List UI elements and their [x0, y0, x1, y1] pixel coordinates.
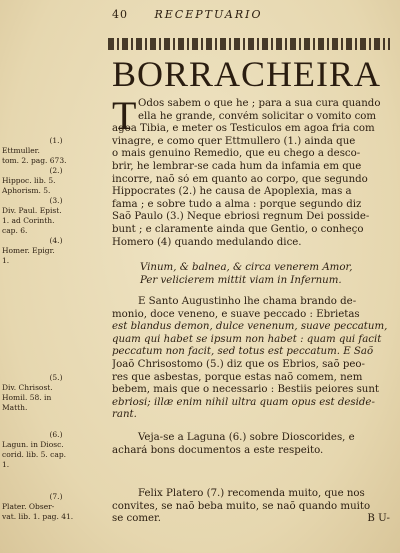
text-line: peccatum non facit, sed totus est peccatum. E Saõ: [112, 346, 374, 358]
latin-quote: [140, 262, 390, 287]
note-line: tom. 2. pag. 673.: [2, 156, 67, 165]
note-line: (3.): [49, 196, 63, 205]
page-number: 40: [112, 8, 128, 21]
text-line: bebem, mais que o necessario : Bestiis peiores sunt: [112, 384, 380, 396]
note-line: (1.): [49, 136, 63, 145]
note-line: Div. Chrisost.: [2, 383, 53, 392]
text-line: monio, doce veneno, e suave peccado : Ebrietas: [112, 308, 360, 320]
text-line: quam qui habet se ipsum non habet : quam qui facit: [112, 333, 382, 345]
note-line: Lagun. in Diosc.: [2, 440, 64, 449]
text-line: ella he grande, convém solicitar o vomito com: [138, 110, 377, 122]
quote-line: Per velicierem mittit viam in Infernum.: [140, 274, 342, 286]
note-line: (6.): [49, 430, 63, 439]
note-line: Aphorism. 5.: [2, 186, 51, 195]
marginal-notes-4: [2, 492, 110, 522]
note-line: (5.): [49, 373, 63, 382]
text-line: agoa Tibia, e meter os Testiculos em agoa fria com: [112, 123, 375, 135]
note-line: 1.: [2, 460, 10, 469]
text-line: Hippocrates (2.) he causa de Apoplexia, mas a: [112, 186, 352, 198]
text-line: incorre, naõ só em quanto ao corpo, que segundo: [112, 173, 368, 185]
note-line: (7.): [49, 492, 63, 501]
page-header: [112, 8, 263, 21]
text-line: Joaõ Chrisostomo (5.) diz que os Ebrios, saõ peo-: [112, 358, 365, 370]
paragraph-4: [112, 488, 396, 526]
note-line: cap. 6.: [2, 226, 28, 235]
note-line: Ettmuller.: [2, 146, 40, 155]
paragraph-3: [112, 432, 396, 457]
drop-cap: T: [112, 93, 137, 138]
text-line: fama ; e sobre tudo a alma : porque segundo diz: [112, 198, 362, 210]
text-line: ebriosi; illæ enim nihil ultra quam opus est deside-: [112, 396, 375, 408]
note-line: 1.: [2, 256, 10, 265]
note-line: (4.): [49, 236, 63, 245]
paragraph-2: [112, 296, 396, 422]
note-line: Homer. Epigr.: [2, 246, 55, 255]
text-line: Felix Platero (7.) recomenda muito, que nos: [138, 488, 365, 499]
text-line: bunt ; e claramente ainda que Gentio, o conheço: [112, 223, 364, 235]
note-line: corid. lib. 5. cap.: [2, 450, 67, 459]
note-line: (2.): [49, 166, 63, 175]
text-line: Odos sabem o que he ; para a sua cura quando: [138, 98, 381, 109]
text-line: est blandus demon, dulce venenum, suave peccatum,: [112, 321, 388, 333]
text-line: o mais genuino Remedio, que eu chego a desco-: [112, 148, 361, 160]
marginal-notes-1: [2, 136, 110, 266]
text-line: vinagre, e como quer Ettmullero (1.) ainda que: [112, 135, 356, 147]
text-line: rant.: [112, 409, 137, 421]
note-line: Hippoc. lib. 5.: [2, 176, 56, 185]
note-line: vat. lib. 1. pag. 41.: [2, 512, 74, 521]
text-line-last: [112, 513, 396, 526]
catchword: B U-: [367, 513, 390, 525]
note-line: Matth.: [2, 403, 28, 412]
section-title: BORRACHEIRA: [112, 54, 382, 94]
note-line: Homil. 58. in: [2, 393, 52, 402]
marginal-notes-2: [2, 373, 110, 413]
text-line: res que asbestas, porque estas naõ comem, nem: [112, 371, 363, 383]
note-line: Plater. Obser-: [2, 502, 55, 511]
note-line: 1. ad Corinth.: [2, 216, 55, 225]
running-title: RECEPTUARIO: [154, 8, 263, 21]
note-line: Div. Paul. Epist.: [2, 206, 62, 215]
text-line: brir, he lembrar-se cada hum da infamia em que: [112, 160, 362, 172]
text-line: Veja-se a Laguna (6.) sobre Dioscorides, e: [138, 432, 355, 443]
text-line: se comer.: [112, 513, 162, 525]
text-line: Saõ Paulo (3.) Neque ebriosi regnum Dei possidе-: [112, 211, 370, 223]
ornament-band: [108, 38, 390, 50]
quote-line: Vinum, & balnea, & circa venerem Amor,: [140, 262, 353, 273]
marginal-notes-3: [2, 430, 110, 470]
paragraph-1: [112, 93, 396, 249]
text-line: convites, se naõ beba muito, se naõ quando muito: [112, 500, 371, 512]
text-line: achará bons documentos a este respeito.: [112, 444, 324, 456]
text-line: Homero (4) quando medulando dice.: [112, 236, 302, 248]
text-line: E Santo Augustinho lhe chama brando de-: [138, 296, 357, 307]
